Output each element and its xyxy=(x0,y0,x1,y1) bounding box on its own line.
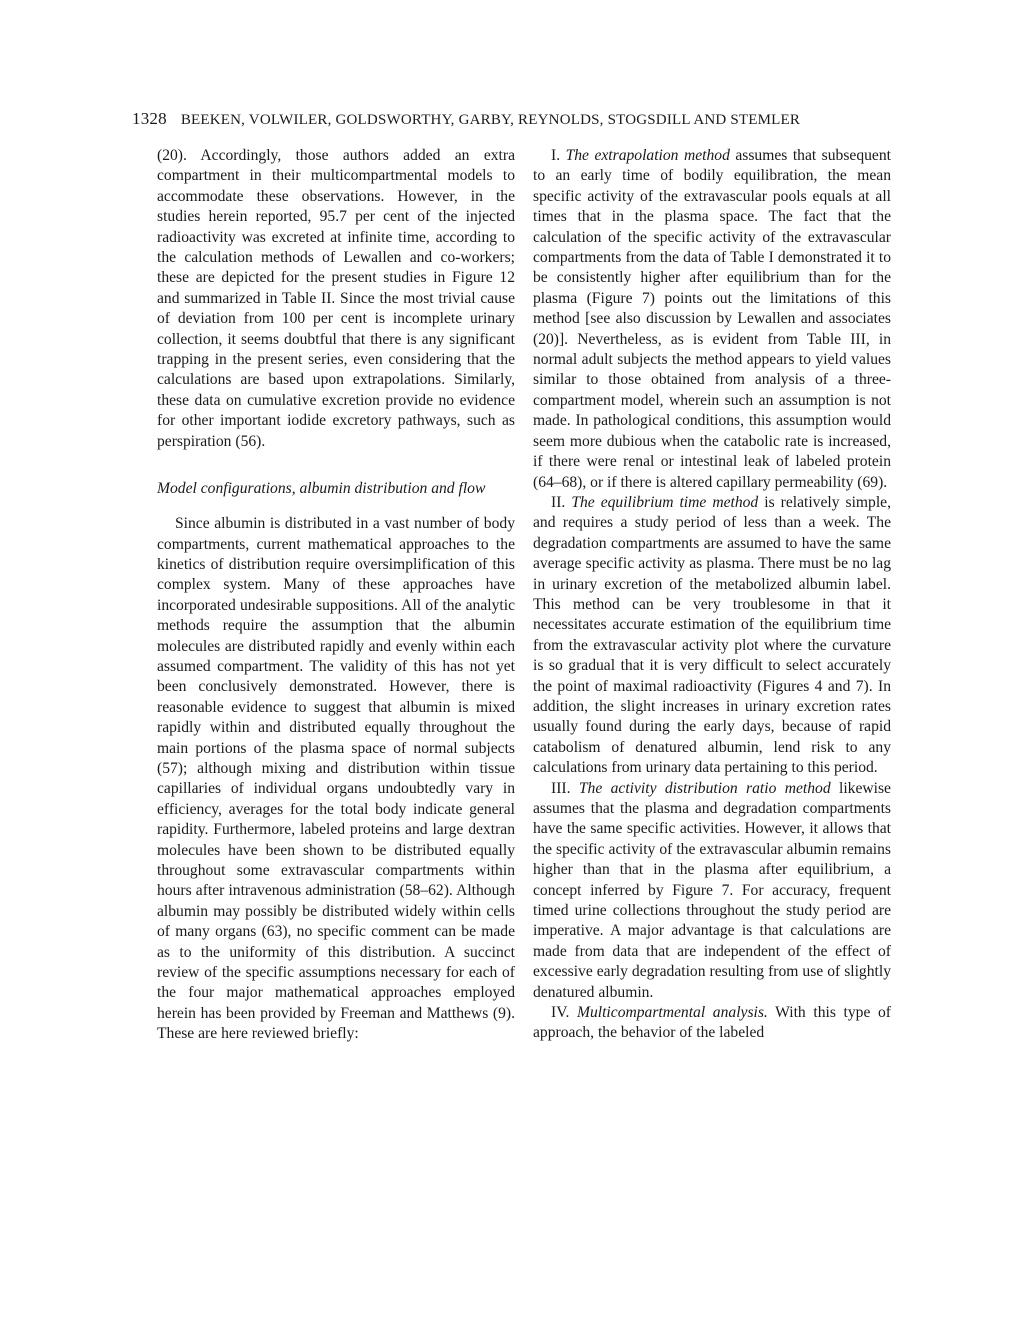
paragraph-excretion: (20). Accordingly, those authors added an extra compartment in their multicompartmental models to accommodate these observations. However, in the studies herein reported, 95.7 per cent of the injected radioactivity was excreted at infinite time, according to the calculation methods of Lewallen and co-workers; these are depicted for the present studies in Figure 12 and summarized in Table II. Since the most trivial cause of deviation from 100 per cent is incomplete urinary collection, it seems doubtful that there is any significant trapping in the present series, even considering that the calculations are based upon extrapolations. Similarly, these data on cumulative excretion provide no evidence for other important iodide excretory pathways, such as perspiration (56). xyxy=(157,147,515,450)
method-item-activity-distribution xyxy=(533,779,891,1003)
left-column xyxy=(157,146,515,1045)
running-head-authors: BEEKEN, VOLWILER, GOLDSWORTHY, GARBY, REYNOLDS, STOGSDILL AND STEMLER xyxy=(180,112,801,128)
page-number: 1328 xyxy=(132,109,167,128)
item-number: IV. xyxy=(551,1004,570,1022)
item-title: Multicompartmental analysis. xyxy=(576,1004,768,1022)
running-header xyxy=(132,109,892,131)
item-title: The equilibrium time method xyxy=(571,493,759,511)
item-text: With this type of approach, the behavior of the labeled xyxy=(533,1004,891,1042)
section-heading: Model configurations, albumin distribution and flow xyxy=(157,480,486,498)
item-number: III. xyxy=(551,779,571,797)
item-text: is relatively simple, and requires a study period of less than a week. The degradation compartments are assumed to have the same average specific activity as plasma. There must be no lag in urinary excretion of the metabolized albumin label. This method can be very troublesome in that it necessitates accurate estimation of the equilibrium time from the extravascular activity plot where the curvature is so gradual that it is very difficult to select accurately the point of maximal radioactivity (Figures 4 and 7). In addition, the slight increases in urinary excretion rates usually found during the early days, because of rapid catabolism of denatured albumin, lend risk to any calculations from urinary data pertaining to this period. xyxy=(533,493,891,777)
item-number: I. xyxy=(551,147,561,164)
method-item-extrapolation xyxy=(533,146,891,493)
paragraph-albumin-distribution: Since albumin is distributed in a vast number of body compartments, current mathematical approaches to the kinetics of distribution require oversimplification of this complex system. Many of these approaches have incorporated undesirable suppositions. All of the analytic methods require the assumption that the albumin molecules are distributed rapidly and evenly within each assumed compartment. The validity of this has not yet been conclusively demonstrated. However, there is reasonable evidence to suggest that albumin is mixed rapidly within and distributed equally throughout the main portions of the plasma space of normal subjects (57); although mixing and distribution within tissue capillaries of individual organs undoubtedly vary in efficiency, averages for the total body indicate general rapidity. Furthermore, labeled proteins and large dextran molecules have been shown to be distributed equally throughout some extravascular compartments within hours after intravenous administration (58–62). Although albumin may possibly be distributed widely within cells of many organs (63), no specific comment can be made as to the uniformity of this distribution. A succinct review of the specific assumptions necessary for each of the four major mathematical approaches employed herein has been provided by Freeman and Matthews (9). These are here reviewed briefly: xyxy=(157,515,515,1043)
item-text: likewise assumes that the plasma and degradation compartments have the same specific activities. However, it allows that the specific activity of the extravascular albumin remains higher than that in the plasma after equilibrium, a concept inferred by Figure 7. For accuracy, frequent timed urine collections throughout the study period are imperative. A major advantage is that calculations are made from data that are independent of the effect of excessive early degradation resulting from use of slightly denatured albumin. xyxy=(533,779,891,1001)
item-title: The extrapolation method xyxy=(565,147,730,164)
right-column xyxy=(533,146,891,1044)
method-item-multicompartmental xyxy=(533,1003,891,1044)
method-item-equilibrium-time xyxy=(533,493,891,779)
item-text: assumes that subsequent to an early time of bodily equilibration, the mean specific activity of the extravascular pools equals at all times that in the plasma space. The fact that the calculation of the specific activity of the extravascular compartments from the data of Table I demonstrated it to be consistently higher after equilibrium than for the plasma (Figure 7) points out the limitations of this method [see also discussion by Lewallen and associates (20)]. Nevertheless, as is evident from Table III, in normal adult subjects the method appears to yield values similar to those obtained from analysis of a three-compartment model, wherein such an assumption is not made. In pathological conditions, this assumption would seem more dubious when the catabolic rate is increased, if there were renal or intestinal leak of labeled protein (64–68), or if there is altered capillary permeability (69). xyxy=(533,147,891,491)
item-title: The activity distribution ratio method xyxy=(578,779,831,797)
item-number: II. xyxy=(551,493,566,511)
